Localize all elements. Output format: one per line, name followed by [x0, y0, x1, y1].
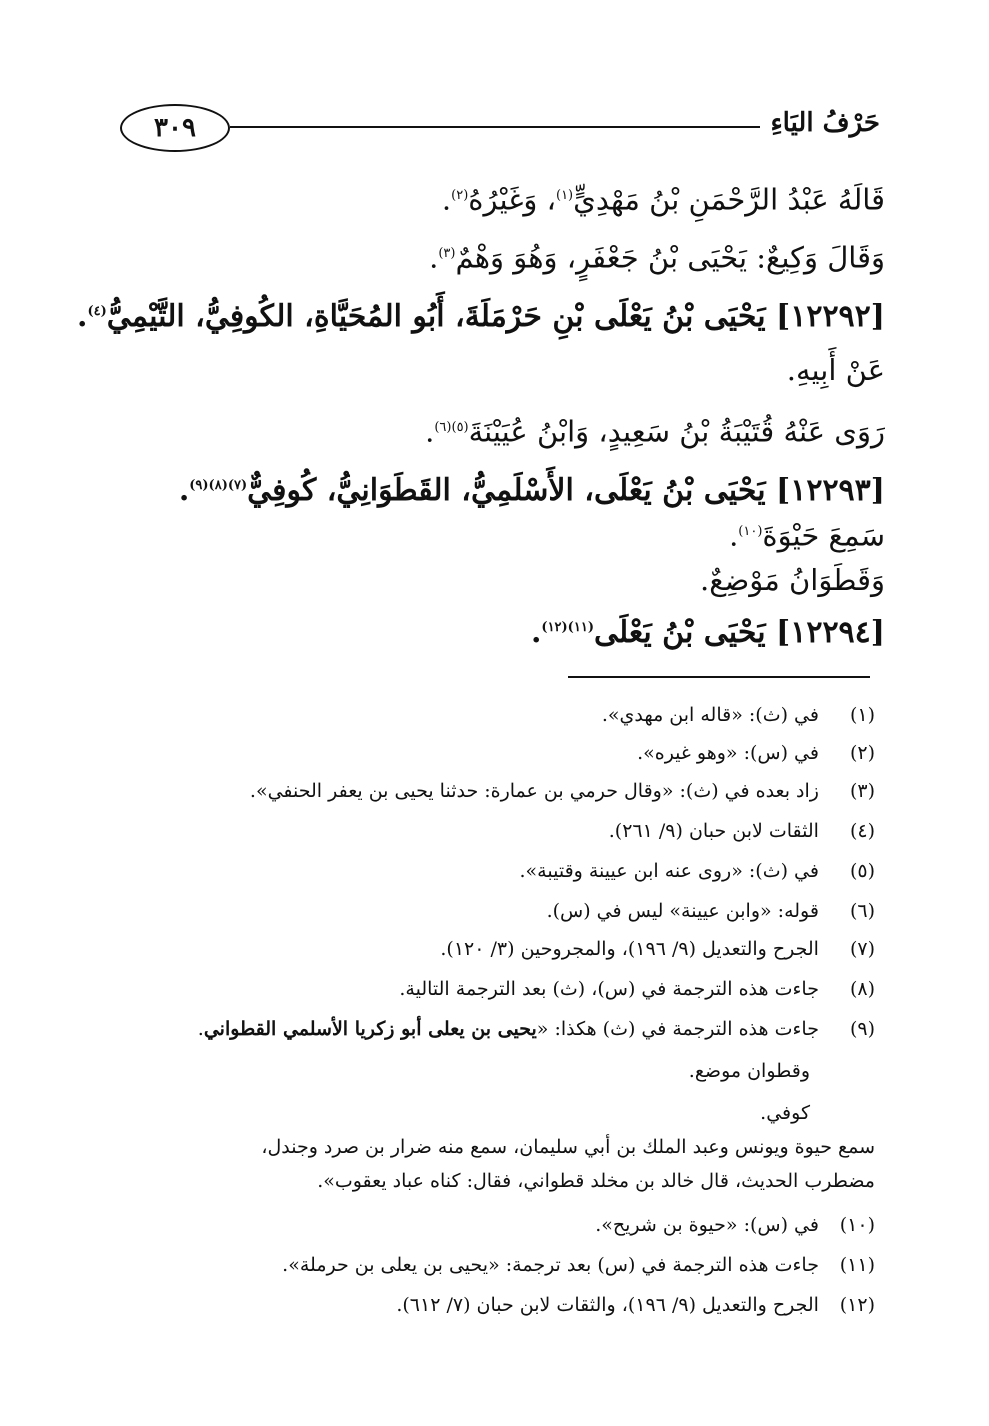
page-number: ٣٠٩	[154, 113, 196, 143]
footnote-9: (٩) جاءت هذه الترجمة في (ث) هكذا: «يحيى بن يعلى أبو زكريا الأسلمي القطواني.	[197, 1018, 875, 1040]
footnote-3: (٣) زاد بعده في (ث): «وقال حرمي بن عمارة: حدثنا يحيى بن يعفر الحنفي».	[249, 780, 875, 802]
header-rule	[230, 126, 760, 128]
text-line-4: عَنْ أَبِيهِ.	[786, 353, 885, 387]
footnote-ref: (١)	[555, 188, 574, 203]
text-line-7: سَمِعَ حَيْوَةَ$^{(١٠)}$.	[729, 518, 885, 553]
footnote-5: (٥) في (ث): «روى عنه ابن عيينة وقتيبة».	[519, 860, 875, 882]
entry-12292-heading: [١٢٢٩٢] يَحْيَى بْنُ يَعْلَى بْنِ حَرْمَلَةَ، أَبُو المُحَيَّاةِ، الكُوفِيُّ، التَّيْمِيُّ$^{(٤)}$.	[77, 299, 885, 334]
footnote-ref: (٥)(٦)	[434, 420, 469, 435]
footnote-ref: (٧)(٨)(٩)	[189, 478, 248, 493]
footnote-ref: (١٠)	[738, 524, 763, 539]
footnote-9-line-3: كوفي.	[760, 1102, 810, 1124]
footnote-7: (٧) الجرح والتعديل (٩/ ١٩٦)، والمجروحين (٣/ ١٢٠).	[440, 938, 875, 960]
footnote-8: (٨) جاءت هذه الترجمة في (س)، (ث) بعد الترجمة التالية.	[399, 978, 875, 1000]
text-line-2: وَقَالَ وَكِيعٌ: يَحْيَى بْنُ جَعْفَرٍ، وَهُوَ وَهْمٌ$^{(٣)}$.	[429, 240, 885, 275]
footnote-4: (٤) الثقات لابن حبان (٩/ ٢٦١).	[608, 820, 875, 842]
footnote-10: (١٠) في (س): «حيوة بن شريح».	[595, 1214, 875, 1236]
text-line-1: قَالَهُ عَبْدُ الرَّحْمَنِ بْنُ مَهْدِيٍّ$^{(١)}$، وَغَيْرُهُ$^{(٢)}$.	[441, 182, 885, 217]
footnote-9-line-2: وقطوان موضع.	[688, 1060, 810, 1082]
footnote-ref: (١١)(١٢)	[541, 620, 594, 635]
chapter-title: حَرْفُ اليَاءِ	[770, 108, 880, 138]
text-line-5: رَوَى عَنْهُ قُتَيْبَةُ بْنُ سَعِيدٍ، وَابْنُ عُيَيْنَةَ$^{(٥)(٦)}$.	[425, 414, 885, 449]
footnote-12: (١٢) الجرح والتعديل (٩/ ١٩٦)، والثقات لابن حبان (٧/ ٦١٢).	[396, 1294, 875, 1316]
footnote-ref: (٣)	[438, 246, 456, 261]
footnote-6: (٦) قوله: «وابن عيينة» ليس في (س).	[546, 900, 875, 922]
text-line-8: وَقَطَوَانُ مَوْضِعٌ.	[699, 563, 885, 597]
footnote-ref: (٢)	[451, 188, 469, 203]
entry-12293-heading: [١٢٢٩٣] يَحْيَى بْنُ يَعْلَى، الأَسْلَمِيُّ، القَطَوَانِيُّ، كُوفِيٌّ$^{(٧)(٨)(٩)}$.	[178, 473, 885, 508]
footnote-separator	[568, 676, 870, 678]
footnote-11: (١١) جاءت هذه الترجمة في (س) بعد ترجمة: «يحيى بن يعلى بن حرملة».	[282, 1254, 875, 1276]
footnote-9-line-4: سمع حيوة ويونس وعبد الملك بن أبي سليمان، سمع منه ضرار بن صرد وجندل،	[261, 1136, 875, 1158]
footnote-1: (١) في (ث): «قاله ابن مهدي».	[601, 704, 875, 726]
page-number-badge	[120, 104, 230, 152]
footnote-2: (٢) في (س): «وهو غيره».	[637, 742, 875, 764]
entry-12294-heading: [١٢٢٩٤] يَحْيَى بْنُ يَعْلَى$^{(١١)(١٢)}$.	[530, 615, 885, 650]
footnote-9-line-5: مضطرب الحديث، قال خالد بن مخلد قطواني، فقال: كناه عباد يعقوب».	[317, 1170, 875, 1192]
page-header	[120, 100, 880, 150]
footnote-ref: (٤)	[87, 304, 107, 319]
